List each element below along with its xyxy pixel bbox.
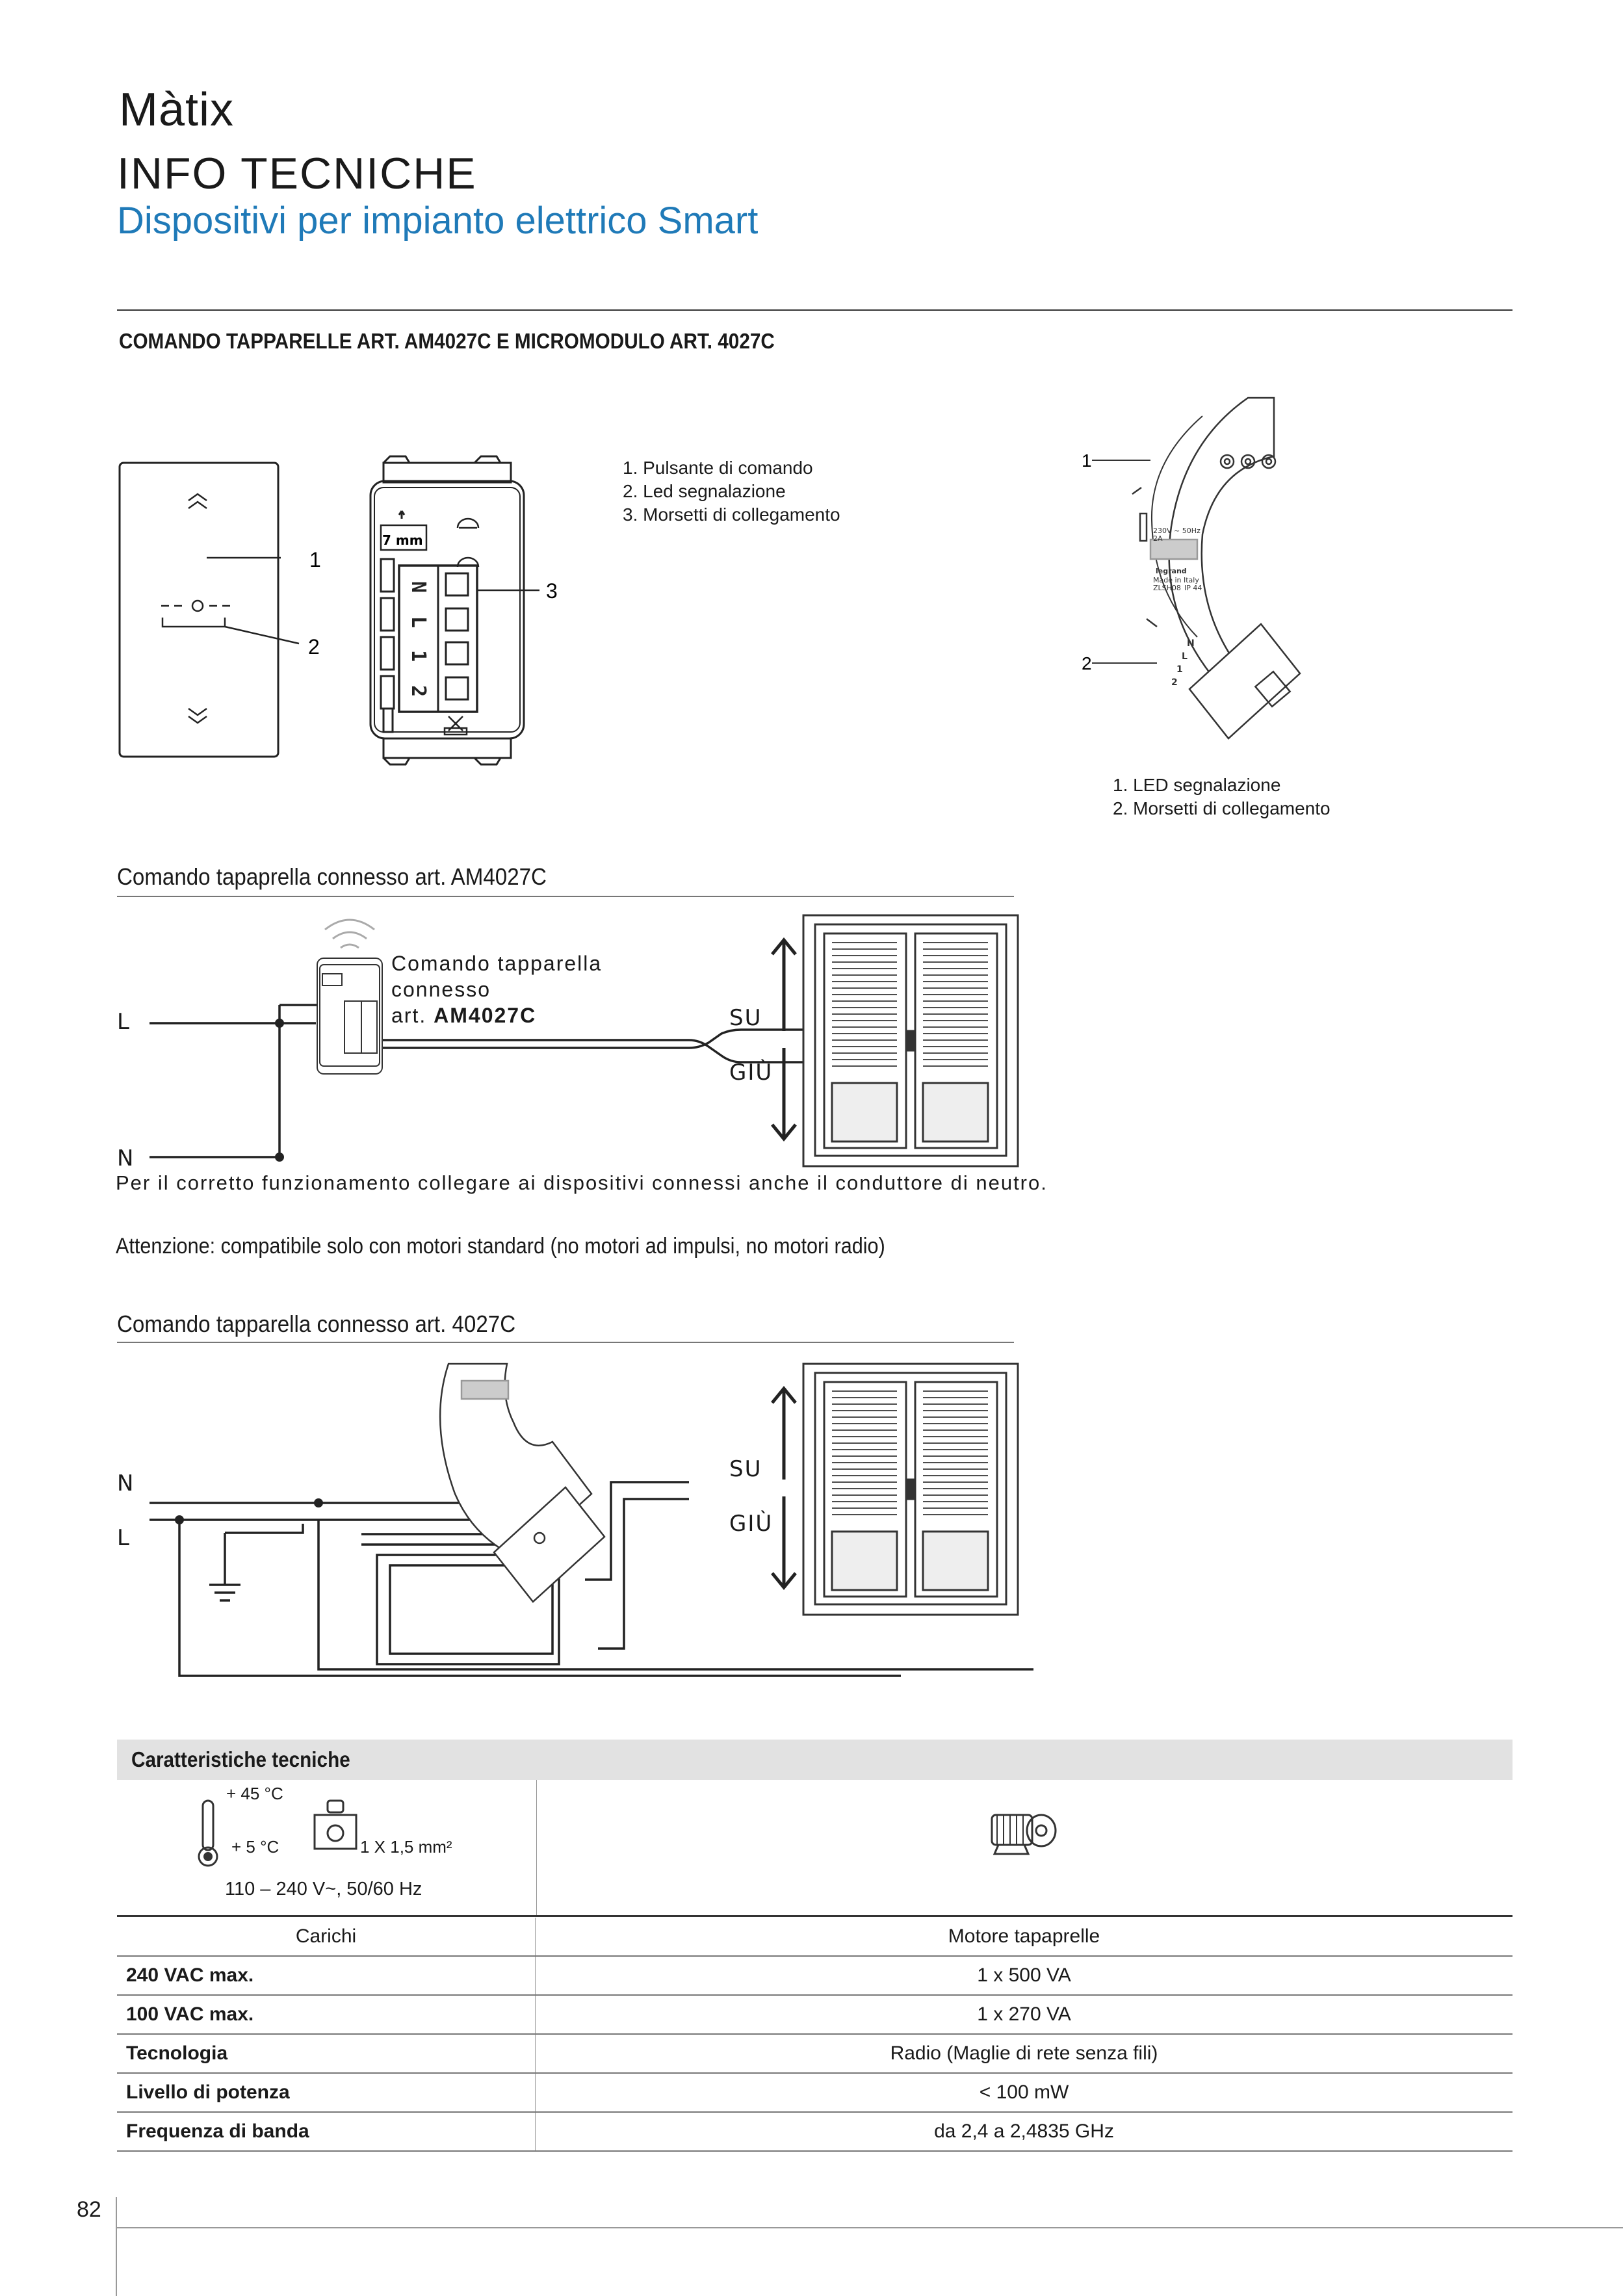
row-value: < 100 mW <box>536 2073 1513 2112</box>
table-row <box>117 2034 1513 2073</box>
supply-voltage: 110 – 240 V~, 50/60 Hz <box>225 1879 422 1899</box>
module-callout-1: 1 <box>1082 450 1092 471</box>
specs-header <box>117 1740 1513 1780</box>
down-label: GIÙ <box>729 1511 773 1537</box>
module-terminal-N: N <box>1187 638 1195 649</box>
module-terminal-L: L <box>1182 651 1188 662</box>
wifi-icon <box>325 920 374 948</box>
front-view-legend <box>623 456 840 527</box>
up-label: SU <box>729 1005 762 1031</box>
specs-icons-area <box>117 1780 537 1915</box>
strip-length-label: 7 mm <box>382 532 423 548</box>
module-brand: legrand <box>1156 567 1187 575</box>
diagram-heading-4027c: Comando tapparella connesso art. 4027C <box>117 1311 516 1337</box>
front-view-drawing <box>110 449 604 774</box>
device-caption <box>391 950 602 1028</box>
up-label: SU <box>729 1456 762 1482</box>
terminal-N: N <box>407 581 430 594</box>
callout-1: 1 <box>309 548 321 571</box>
table-row <box>117 1995 1513 2034</box>
legend-item: 2. Led segnalazione <box>623 481 786 501</box>
callout-3: 3 <box>546 579 558 603</box>
table-row <box>117 1956 1513 1995</box>
row-value: 1 x 500 VA <box>536 1956 1513 1995</box>
legend-item: 3. Morsetti di collegamento <box>623 504 840 525</box>
footer-rule <box>116 2227 1623 2228</box>
col-header-loads: Carichi <box>117 1918 536 1956</box>
module-origin: Made in Italy <box>1153 576 1199 584</box>
row-label: Frequenza di banda <box>117 2112 536 2151</box>
device-caption-line2: connesso <box>391 978 491 1001</box>
device-caption-code: AM4027C <box>434 1004 537 1027</box>
table-row <box>117 2073 1513 2112</box>
module-terminal-1: 1 <box>1176 664 1183 675</box>
brand-title: Màtix <box>119 84 235 136</box>
module-terminal-2: 2 <box>1171 677 1178 688</box>
line-L-label: L <box>117 1009 129 1035</box>
thermometer-icon <box>195 1798 221 1870</box>
row-value: Radio (Maglie di rete senza fili) <box>536 2034 1513 2073</box>
legend-item: 1. LED segnalazione <box>1113 775 1281 795</box>
diagram-rule <box>117 1342 1014 1343</box>
micromodule-legend <box>1113 774 1331 820</box>
module-current: 2A <box>1153 534 1163 543</box>
section-title: INFO TECNICHE <box>117 149 477 198</box>
wiring-diagram-am4027c <box>110 904 1033 1177</box>
line-L-label: L <box>117 1525 129 1551</box>
neutral-note: Per il corretto funzionamento collegare ai dispositivi connessi anche il conduttore di neutro. <box>116 1171 1048 1194</box>
device-caption-line1: Comando tapparella <box>391 952 603 975</box>
page-subtitle: Dispositivi per impianto elettrico Smart <box>117 200 759 242</box>
module-code: ZLSH08 <box>1153 584 1181 592</box>
module-rating: 230V ~ 50Hz <box>1153 527 1201 535</box>
loads-table <box>117 1918 1513 2152</box>
terminal-screw-icon <box>309 1797 361 1855</box>
table-header-row <box>117 1918 1513 1956</box>
product-heading: COMANDO TAPPARELLE ART. AM4027C E MICROMODULO ART. 4027C <box>119 329 775 353</box>
shutter-window-icon <box>803 915 1018 1166</box>
terminal-1: 1 <box>407 650 430 662</box>
up-down-arrow-icon <box>772 1389 796 1587</box>
footer-vertical-rule <box>116 2197 117 2296</box>
up-down-arrow-icon <box>772 940 796 1139</box>
device-caption-prefix: art. <box>391 1004 427 1027</box>
row-label: 240 VAC max. <box>117 1956 536 1995</box>
wiring-diagram-4027c <box>110 1357 1033 1695</box>
legend-item: 1. Pulsante di comando <box>623 458 813 478</box>
row-label: 100 VAC max. <box>117 1995 536 2034</box>
diagram-heading-am4027c: Comando tapaprella connesso art. AM4027C <box>117 863 547 890</box>
temp-max: + 45 °C <box>226 1784 283 1803</box>
header-rule <box>117 309 1513 311</box>
temp-min: + 5 °C <box>231 1837 279 1857</box>
callout-2: 2 <box>308 635 320 659</box>
terminal-markings <box>407 581 430 697</box>
mechanism-body <box>370 456 539 764</box>
row-value: 1 x 270 VA <box>536 1995 1513 2034</box>
line-N-label: N <box>117 1470 134 1496</box>
row-label: Tecnologia <box>117 2034 536 2073</box>
row-value: da 2,4 a 2,4835 GHz <box>536 2112 1513 2151</box>
legend-item: 2. Morsetti di collegamento <box>1113 798 1331 818</box>
device-small <box>317 958 382 1074</box>
micromodule-drawing <box>1072 390 1345 767</box>
specs-title: Caratteristiche tecniche <box>131 1747 350 1771</box>
line-N-label: N <box>117 1145 134 1171</box>
compatibility-warning: Attenzione: compatibile solo con motori standard (no motori ad impulsi, no motori radio) <box>116 1234 885 1259</box>
shutter-window-icon <box>803 1364 1018 1615</box>
diagram-rule <box>117 896 1014 897</box>
module-callout-2: 2 <box>1082 653 1092 673</box>
terminal-L: L <box>407 616 430 629</box>
row-label: Livello di potenza <box>117 2073 536 2112</box>
page-number: 82 <box>77 2197 101 2222</box>
down-label: GIÙ <box>729 1060 773 1086</box>
module-ip: IP 44 <box>1184 584 1202 592</box>
table-row <box>117 2112 1513 2151</box>
col-header-motor: Motore tapaprelle <box>536 1918 1513 1956</box>
specs-divider <box>117 1915 1513 1917</box>
terminal-2: 2 <box>407 685 430 698</box>
wire-size: 1 X 1,5 mm² <box>360 1837 452 1857</box>
motor-icon <box>988 1801 1061 1860</box>
cover-plate <box>120 463 299 757</box>
